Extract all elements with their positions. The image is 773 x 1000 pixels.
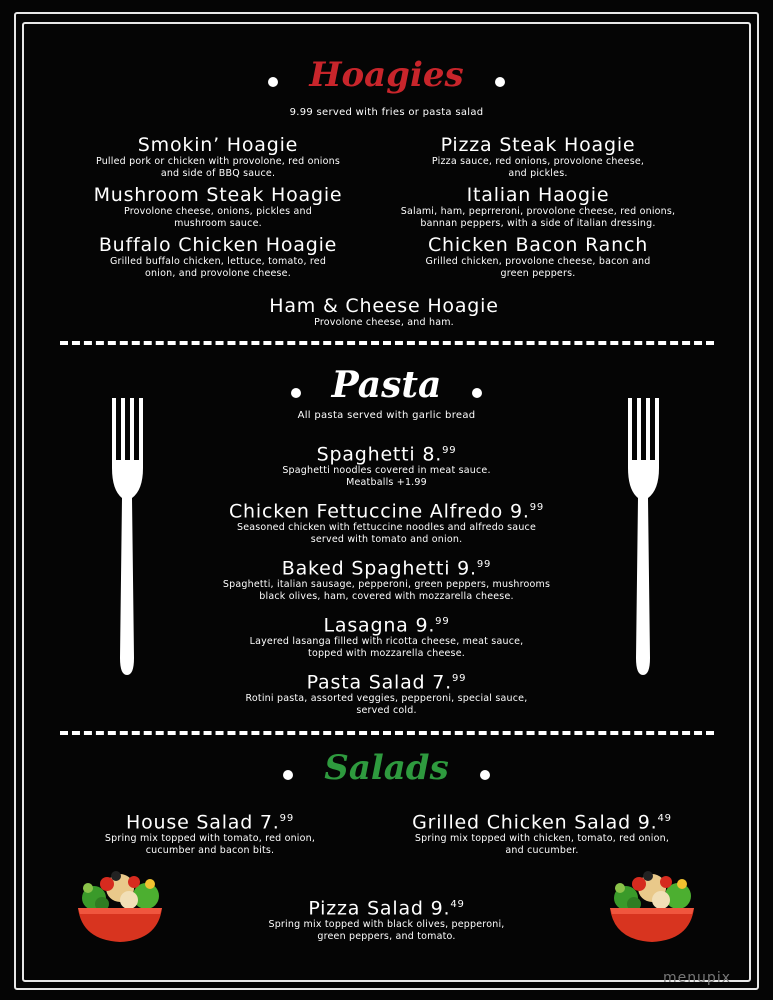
- bullet-dot: [291, 388, 301, 398]
- pasta-subtitle: All pasta served with garlic bread: [297, 410, 476, 421]
- salads-header: [0, 748, 773, 788]
- menu-item: [150, 440, 623, 489]
- item-desc: Pizza sauce, red onions, provolone cheese, and pickles.: [431, 156, 645, 179]
- menu-item: [184, 296, 584, 329]
- menu-item: [48, 235, 388, 280]
- salad-bowl-icon: [74, 868, 166, 946]
- watermark: menupix: [662, 970, 731, 986]
- item-desc: Salami, ham, peprreroni, provolone cheese, red onions, bannan peppers, with a side of italian dressing.: [400, 206, 676, 229]
- menu-item: [372, 808, 712, 857]
- item-name: Chicken Fettuccine Alfredo 9.99: [228, 500, 545, 523]
- item-desc: Spring mix topped with tomato, red onion, cucumber and bacon bits.: [104, 833, 316, 857]
- item-desc: Seasoned chicken with fettuccine noodles and alfredo sauce served with tomato and onion.: [236, 522, 537, 546]
- menu-item: [48, 135, 388, 180]
- item-desc: Grilled buffalo chicken, lettuce, tomato, red onion, and provolone cheese.: [109, 256, 327, 279]
- bullet-dot: [472, 388, 482, 398]
- item-name: Spaghetti 8.99: [316, 443, 457, 466]
- fork-icon: [624, 398, 668, 676]
- item-name: Baked Spaghetti 9.99: [281, 557, 492, 580]
- item-desc: Spring mix topped with black olives, pepperoni, green peppers, and tomato.: [268, 919, 505, 943]
- menu-item: [150, 497, 623, 546]
- pasta-title: Pasta: [331, 364, 442, 406]
- item-name: Mushroom Steak Hoagie: [93, 184, 343, 206]
- fork-icon: [108, 398, 152, 676]
- item-name: Pizza Salad 9.49: [308, 897, 465, 920]
- item-desc: Spaghetti, italian sausage, pepperoni, green peppers, mushrooms black olives, ham, covered with mozzarella cheese.: [222, 579, 551, 603]
- item-desc: Provolone cheese, and ham.: [314, 317, 454, 328]
- menu-item: [150, 554, 623, 603]
- salad-bowl-icon: [606, 868, 698, 946]
- item-name: Grilled Chicken Salad 9.49: [412, 811, 672, 834]
- item-name: Pizza Steak Hoagie: [440, 134, 636, 156]
- item-name: Pasta Salad 7.99: [306, 671, 467, 694]
- item-desc: Grilled chicken, provolone cheese, bacon and green peppers.: [425, 256, 651, 279]
- item-name: Italian Haogie: [466, 184, 610, 206]
- item-desc: Rotini pasta, assorted veggies, pepperoni, special sauce, served cold.: [245, 693, 528, 717]
- salads-title: Salads: [324, 748, 449, 788]
- item-name: Buffalo Chicken Hoagie: [98, 234, 338, 256]
- item-name: Chicken Bacon Ranch: [427, 234, 649, 256]
- menu-item: [378, 235, 698, 280]
- menu-item: [48, 185, 388, 230]
- bullet-dot: [495, 77, 505, 87]
- menu-item: [358, 185, 718, 230]
- bullet-dot: [283, 770, 293, 780]
- menu-item: [378, 135, 698, 180]
- bullet-dot: [268, 77, 278, 87]
- section-divider: [60, 731, 714, 735]
- bullet-dot: [480, 770, 490, 780]
- section-divider: [60, 341, 714, 345]
- item-desc: Provolone cheese, onions, pickles and mushroom sauce.: [123, 206, 313, 229]
- item-desc: Spaghetti noodles covered in meat sauce. Meatballs +1.99: [282, 465, 491, 489]
- menu-item: [200, 894, 573, 943]
- item-name: Smokin’ Hoagie: [137, 134, 299, 156]
- item-desc: Spring mix topped with chicken, tomato, red onion, and cucumber.: [414, 833, 670, 857]
- item-desc: Pulled pork or chicken with provolone, red onions and side of BBQ sauce.: [95, 156, 341, 179]
- item-name: Ham & Cheese Hoagie: [269, 295, 499, 317]
- item-name: Lasagna 9.99: [323, 614, 450, 637]
- item-desc: Layered lasanga filled with ricotta cheese, meat sauce, topped with mozzarella cheese.: [249, 636, 524, 660]
- hoagies-title: Hoagies: [309, 55, 464, 95]
- menu-item: [60, 808, 360, 857]
- item-name: House Salad 7.99: [126, 811, 294, 834]
- menu-item: [150, 668, 623, 717]
- hoagies-header: [0, 55, 773, 95]
- hoagies-subtitle: 9.99 served with fries or pasta salad: [289, 107, 484, 118]
- menu-item: [150, 611, 623, 660]
